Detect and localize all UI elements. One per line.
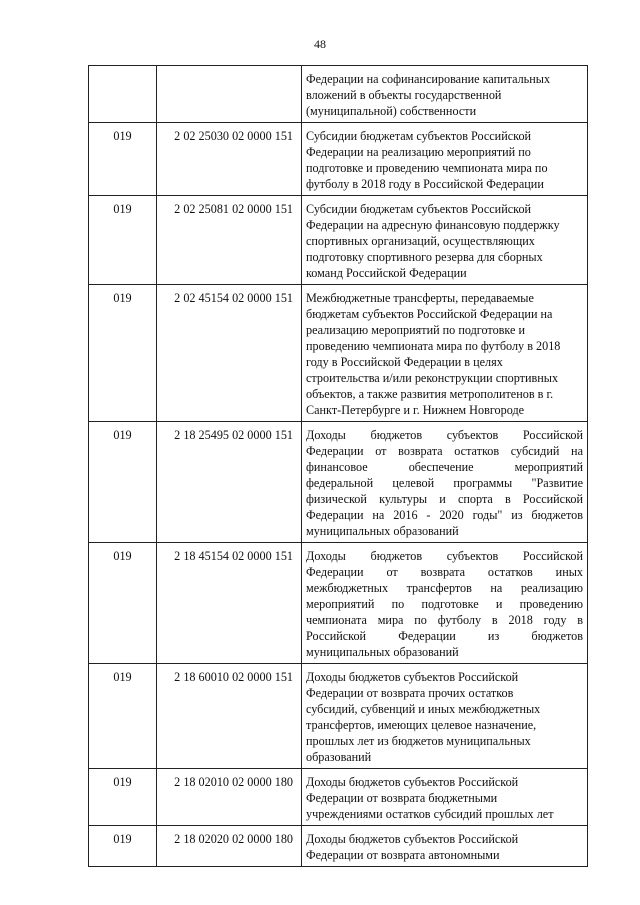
table-row [89, 123, 588, 196]
description-line: Санкт-Петербурге и г. Нижнем Новгороде [306, 403, 525, 417]
budget-class-code-cell [157, 66, 302, 123]
description-line: Субсидии бюджетам субъектов Российской [306, 129, 532, 143]
table-row [89, 769, 588, 826]
description-line: муниципальных образований [306, 524, 459, 538]
revenue-description-cell [302, 826, 588, 867]
description-line: бюджетам субъектов Российской Федерации на [306, 307, 553, 321]
description-line: чемпионата мира по футболу в 2018 году в [306, 613, 583, 627]
description-line: команд Российской Федерации [306, 266, 467, 280]
table-row [89, 285, 588, 422]
admin-code-cell: 019 [89, 769, 157, 826]
description-line: образований [306, 750, 372, 764]
description-line: (муниципальной) собственности [306, 104, 477, 118]
description-line: году в Российской Федерации в целях [306, 355, 503, 369]
description-line: подготовку спортивного резерва для сборных [306, 250, 543, 264]
revenue-codes-table [88, 65, 588, 867]
description-line: проведению чемпионата мира по футболу в 2018 [306, 339, 561, 353]
description-line: Федерации от возврата автономными [306, 848, 500, 862]
description-line: строительства и/или реконструкции спортивных [306, 371, 559, 385]
description-line: Доходы бюджетов субъектов Российской [306, 549, 583, 563]
table-row [89, 826, 588, 867]
revenue-description-cell [302, 196, 588, 285]
description-line: Федерации на реализацию мероприятий по [306, 145, 531, 159]
revenue-description-cell [302, 66, 588, 123]
description-line: муниципальных образований [306, 645, 459, 659]
budget-class-code-cell: 2 18 02010 02 0000 180 [157, 769, 302, 826]
admin-code-cell: 019 [89, 196, 157, 285]
revenue-description-cell [302, 543, 588, 664]
admin-code-cell: 019 [89, 123, 157, 196]
revenue-description-cell [302, 769, 588, 826]
description-line: субсидий, субвенций и иных межбюджетных [306, 702, 541, 716]
description-line: учреждениями остатков субсидий прошлых лет [306, 807, 554, 821]
description-line: Доходы бюджетов субъектов Российской [306, 775, 519, 789]
description-line: Федерации на адресную финансовую поддержку [306, 218, 560, 232]
table-row [89, 422, 588, 543]
table-row [89, 664, 588, 769]
description-line: межбюджетных трансфертов на реализацию [306, 581, 583, 595]
revenue-description-cell [302, 664, 588, 769]
admin-code-cell: 019 [89, 285, 157, 422]
description-line: вложений в объекты государственной [306, 88, 502, 102]
budget-class-code-cell: 2 02 25081 02 0000 151 [157, 196, 302, 285]
budget-class-code-cell: 2 18 60010 02 0000 151 [157, 664, 302, 769]
description-line: Российской Федерации из бюджетов [306, 629, 583, 643]
description-line: футболу в 2018 году в Российской Федерации [306, 177, 544, 191]
revenue-description-cell [302, 422, 588, 543]
description-line: трансфертов, имеющих целевое назначение, [306, 718, 537, 732]
description-line: Федерации на 2016 - 2020 годы" из бюджетов [306, 508, 583, 522]
description-line: федеральной целевой программы "Развитие [306, 476, 583, 490]
description-line: подготовке и проведению чемпионата мира по [306, 161, 548, 175]
budget-class-code-cell: 2 18 45154 02 0000 151 [157, 543, 302, 664]
table-row [89, 196, 588, 285]
table-row [89, 543, 588, 664]
admin-code-cell: 019 [89, 826, 157, 867]
description-line: Доходы бюджетов субъектов Российской [306, 832, 519, 846]
description-line: реализацию мероприятий по подготовке и [306, 323, 526, 337]
admin-code-cell: 019 [89, 543, 157, 664]
description-line: физической культуры и спорта в Российской [306, 492, 583, 506]
admin-code-cell: 019 [89, 422, 157, 543]
description-line: Федерации от возврата остатков субсидий на [306, 444, 583, 458]
description-line: Федерации от возврата остатков иных [306, 565, 583, 579]
budget-class-code-cell: 2 18 02020 02 0000 180 [157, 826, 302, 867]
budget-class-code-cell: 2 18 25495 02 0000 151 [157, 422, 302, 543]
table-row [89, 66, 588, 123]
table-body [89, 66, 588, 867]
description-line: Доходы бюджетов субъектов Российской [306, 428, 583, 442]
description-line: Доходы бюджетов субъектов Российской [306, 670, 519, 684]
description-line: мероприятий по подготовке и проведению [306, 597, 583, 611]
description-line: Межбюджетные трансферты, передаваемые [306, 291, 534, 305]
description-line: Федерации от возврата прочих остатков [306, 686, 514, 700]
budget-class-code-cell: 2 02 25030 02 0000 151 [157, 123, 302, 196]
page-number: 48 [314, 37, 326, 51]
admin-code-cell [89, 66, 157, 123]
description-line: прошлых лет из бюджетов муниципальных [306, 734, 531, 748]
description-line: Федерации от возврата бюджетными [306, 791, 498, 805]
admin-code-cell: 019 [89, 664, 157, 769]
description-line: Федерации на софинансирование капитальных [306, 72, 551, 86]
description-line: финансовое обеспечение мероприятий [306, 460, 583, 474]
description-line: Субсидии бюджетам субъектов Российской [306, 202, 532, 216]
description-line: объектов, а также развития метрополитенов в г. [306, 387, 554, 401]
budget-class-code-cell: 2 02 45154 02 0000 151 [157, 285, 302, 422]
description-line: спортивных организаций, осуществляющих [306, 234, 535, 248]
revenue-description-cell [302, 123, 588, 196]
revenue-description-cell [302, 285, 588, 422]
